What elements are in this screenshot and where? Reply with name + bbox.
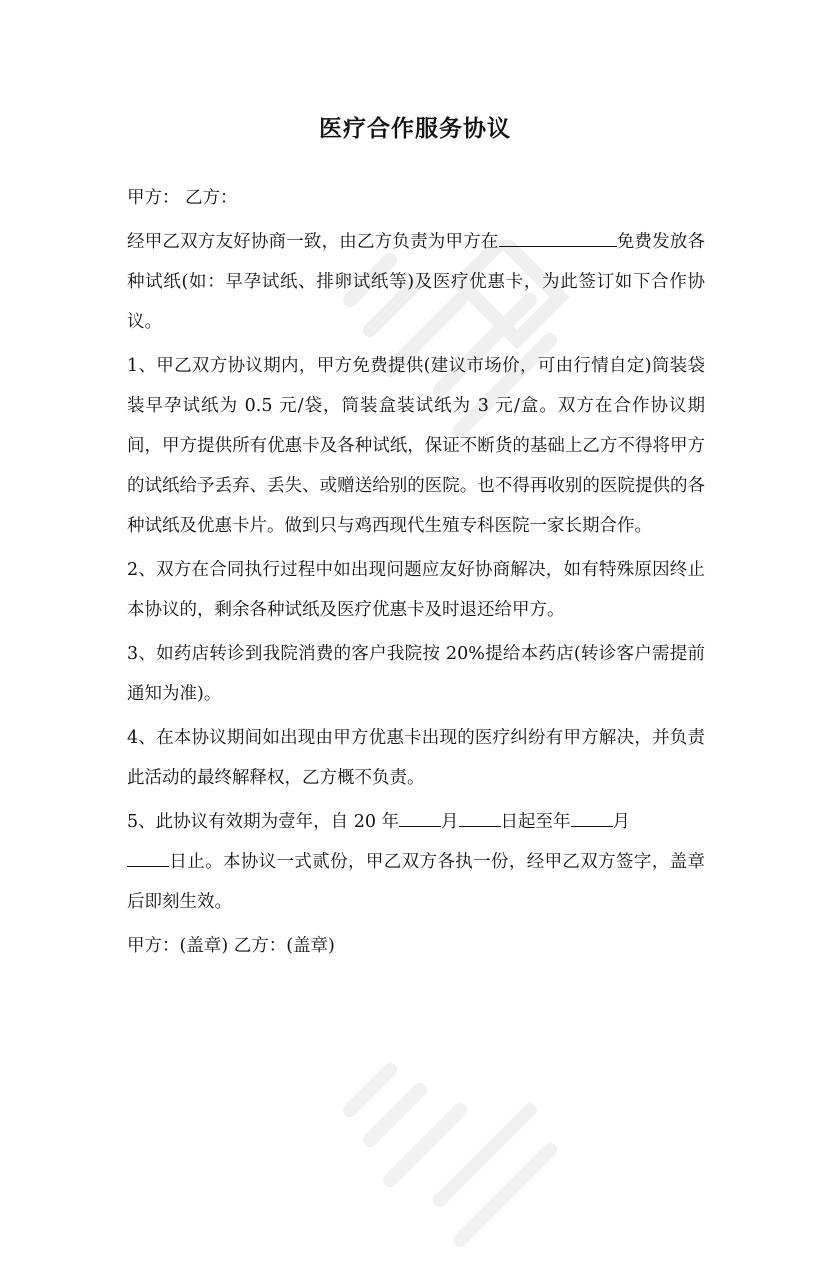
- start-month-blank: [399, 808, 441, 827]
- clause-3: 3、如药店转诊到我院消费的客户我院按 20%提给本药店(转诊客户需提前通知为准)。: [127, 644, 705, 704]
- clause-5-text-1: 5、此协议有效期为壹年，自 20 年: [127, 812, 400, 832]
- clause-4: 4、在本协议期间如出现由甲方优惠卡出现的医疗纠纷有甲方解决，并负责此活动的最终解释权，乙方概不负责。: [127, 728, 705, 788]
- clause-1: 1、甲乙双方协议期内，甲方免费提供(建议市场价，可由行情自定)筒装袋装早孕试纸为 0.5 元/袋，筒装盒装试纸为 3 元/盒。双方在合作协议期间，甲方提供所有优惠卡及各种试纸，保证不断货的基础上乙方不得将甲方的试纸给予丢弃、丢失、或赠送给别的医院。也不得再收别的医院提供的各种试纸及优惠卡片。做到只与鸡西现代生殖专科医院一家长期合作。: [127, 356, 705, 536]
- signature-line: 甲方：(盖章) 乙方：(盖章): [127, 936, 335, 956]
- intro-paragraph: [127, 222, 705, 342]
- intro-text-before-blank: 经甲乙双方友好协商一致，由乙方负责为甲方在: [127, 232, 499, 252]
- clause-5-text-3: 日起至年: [500, 812, 571, 832]
- clause-5-text-2: 月: [441, 812, 459, 832]
- clause-5: [127, 802, 705, 922]
- clause-5-text-5: 日止。本协议一式贰份，甲乙双方各执一份，经甲乙双方签字，盖章后即刻生效。: [127, 852, 705, 912]
- parties-line: 甲方： 乙方：: [127, 188, 238, 208]
- document-body: [127, 178, 705, 970]
- intro-text-after-blank: 免费发放各种试纸(如：早孕试纸、排卵试纸等)及医疗优惠卡，为此签订如下合作协议。: [127, 232, 706, 332]
- clause-5-text-4: 月: [612, 812, 631, 832]
- end-day-blank: [127, 848, 169, 867]
- start-day-blank: [459, 808, 501, 827]
- location-blank: [499, 228, 617, 247]
- end-month-blank: [571, 808, 613, 827]
- watermark-logo-icon-bottom: [330, 1050, 580, 1270]
- clause-2: 2、双方在合同执行过程中如出现问题应友好协商解决，如有特殊原因终止本协议的，剩余各种试纸及医疗优惠卡及时退还给甲方。: [127, 560, 705, 620]
- document-title: 医疗合作服务协议: [319, 116, 511, 142]
